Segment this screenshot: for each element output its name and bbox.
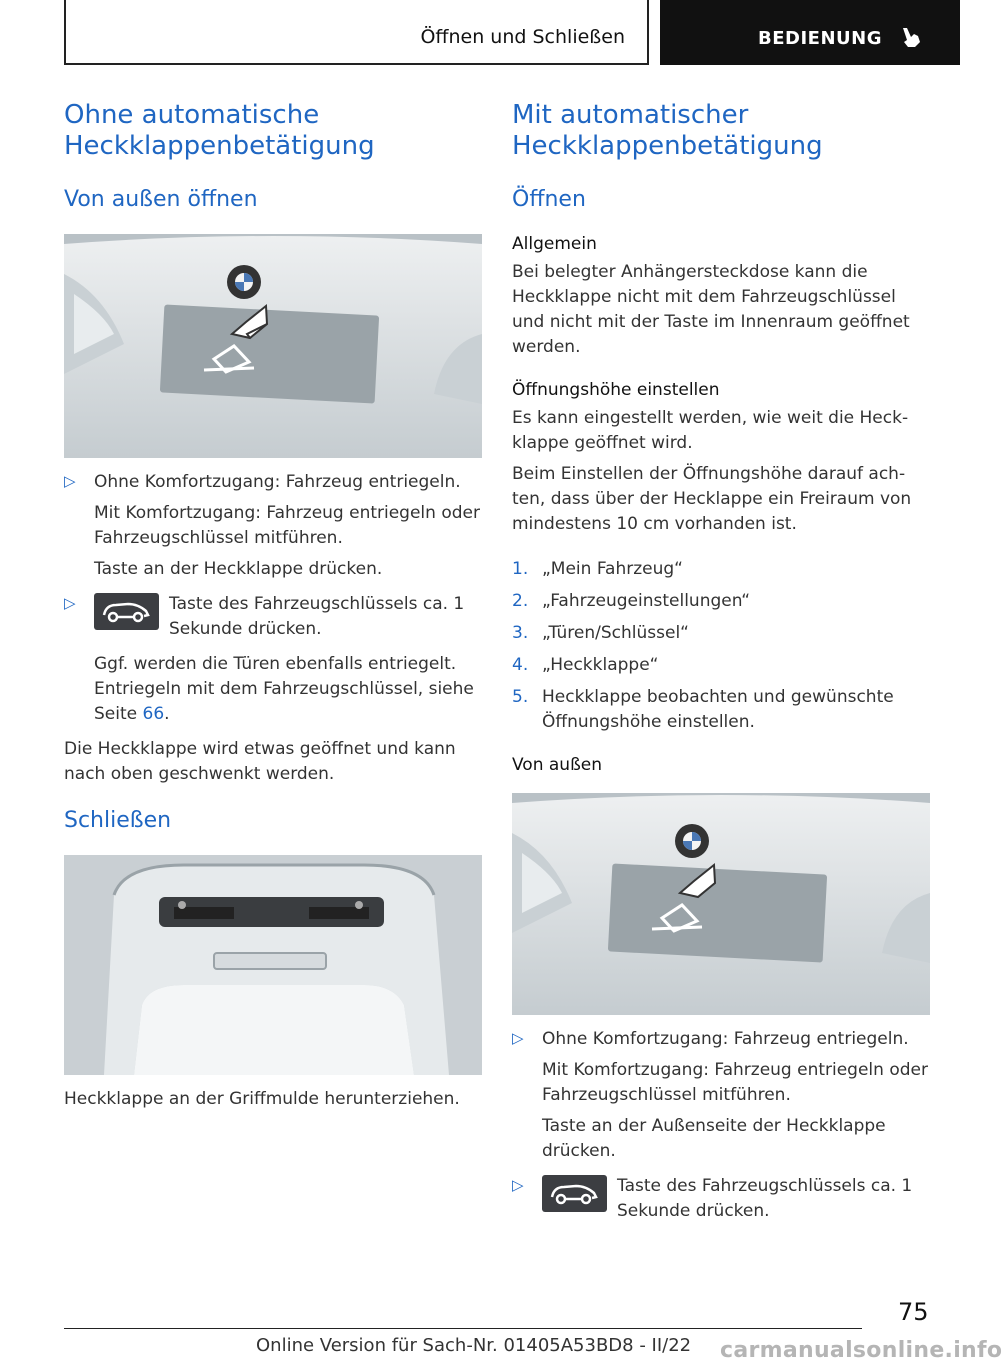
tailgate-outside-image — [64, 234, 482, 458]
header-section-box — [64, 0, 649, 65]
right-subtitle: Öffnen — [512, 187, 586, 212]
list-item-text: Mit Komfortzugang: Fahrzeug entriegeln oder Fahrzeugschlüssel mitführen. — [94, 503, 480, 548]
list-item-text: Mit Komfortzugang: Fahrzeug entriegeln oder Fahrzeugschlüssel mitführen. — [542, 1060, 928, 1105]
tailgate-inside-image — [64, 855, 482, 1075]
list-item-text: Ohne Komfortzugang: Fahrzeug entriegeln. — [542, 1029, 909, 1049]
tailgate-outside-image-2 — [512, 793, 930, 1015]
general-text: Bei belegter Anhängersteckdose kann die Heckklappe nicht mit dem Fahrzeugschlüssel und nicht mit der Taste im Innenraum geöffnet werden. — [512, 262, 910, 357]
tailgate-key-icon — [542, 1175, 607, 1212]
left-title: Ohne automatische Heckklappenbetätigung — [64, 100, 375, 161]
bullet-marker: ▷ — [512, 1029, 524, 1047]
list-item — [512, 1174, 930, 1224]
footer-divider — [64, 1328, 862, 1329]
key-bullet-note: Ggf. werden die Türen ebenfalls entriegelt. Entriegeln mit dem Fahrzeugschlüssel, siehe Seite 66. — [94, 654, 474, 724]
tailgate-key-icon — [94, 593, 159, 630]
watermark: carmanualsonline.info — [720, 1338, 1002, 1363]
right-title: Mit automatischer Heckklappenbetätigung — [512, 100, 823, 161]
list-item — [512, 1027, 930, 1164]
key-bullet-text: Taste des Fahrzeugschlüssels ca. 1 Sekunde drücken. — [169, 594, 465, 639]
step-item: 2. „Fahrzeugeinstellungen“ — [512, 591, 751, 611]
page-link[interactable]: 66 — [142, 704, 165, 724]
list-item-text: Taste an der Außenseite der Heckklappe drücken. — [542, 1116, 886, 1161]
step-item: 3. „Türen/Schlüssel“ — [512, 623, 689, 643]
bullet-marker: ▷ — [512, 1176, 524, 1194]
hand-pointer-icon — [898, 24, 924, 50]
header-chapter-title: BEDIENUNG — [758, 28, 882, 49]
page-number: 75 — [898, 1298, 929, 1326]
general-heading: Allgemein — [512, 234, 597, 254]
bullet-marker: ▷ — [64, 472, 76, 490]
step-item: 4. „Heckklappe“ — [512, 655, 659, 675]
left-subtitle-close: Schließen — [64, 808, 172, 833]
right-column — [512, 100, 930, 1234]
left-column — [64, 100, 482, 1118]
height-text-2: Beim Einstellen der Öffnungshöhe darauf ach-ten, dass über der Hecklappe ein Freiraum von mindestens 10 cm vorhanden ist. — [512, 464, 912, 534]
left-subtitle-open: Von außen öffnen — [64, 187, 258, 212]
list-item — [64, 470, 482, 582]
header-chapter-box — [660, 0, 960, 65]
list-item-text: Ohne Komfortzugang: Fahrzeug entriegeln. — [94, 472, 461, 492]
key-bullet-text: Taste des Fahrzeugschlüssels ca. 1 Sekunde drücken. — [617, 1176, 913, 1221]
step-item: 5. Heckklappe beobachten und gewünschte Öffnungshöhe einstellen. — [512, 687, 894, 732]
online-version-text: Online Version für Sach-Nr. 01405A53BD8 - II/22 — [256, 1335, 692, 1356]
height-heading: Öffnungshöhe einstellen — [512, 380, 720, 400]
step-item: 1. „Mein Fahrzeug“ — [512, 559, 683, 579]
list-item — [64, 592, 482, 727]
outside-heading: Von außen — [512, 755, 603, 775]
steps-list — [512, 557, 930, 735]
open-result-text: Die Heckklappe wird etwas geöffnet und kann nach oben geschwenkt werden. — [64, 739, 456, 784]
close-text: Heckklappe an der Griffmulde herunterziehen. — [64, 1089, 460, 1109]
list-item-text: Taste an der Heckklappe drücken. — [94, 559, 383, 579]
header-section-title: Öffnen und Schließen — [420, 26, 625, 48]
bullet-marker: ▷ — [64, 594, 76, 612]
height-text-1: Es kann eingestellt werden, wie weit die Heck-klappe geöffnet wird. — [512, 408, 909, 453]
